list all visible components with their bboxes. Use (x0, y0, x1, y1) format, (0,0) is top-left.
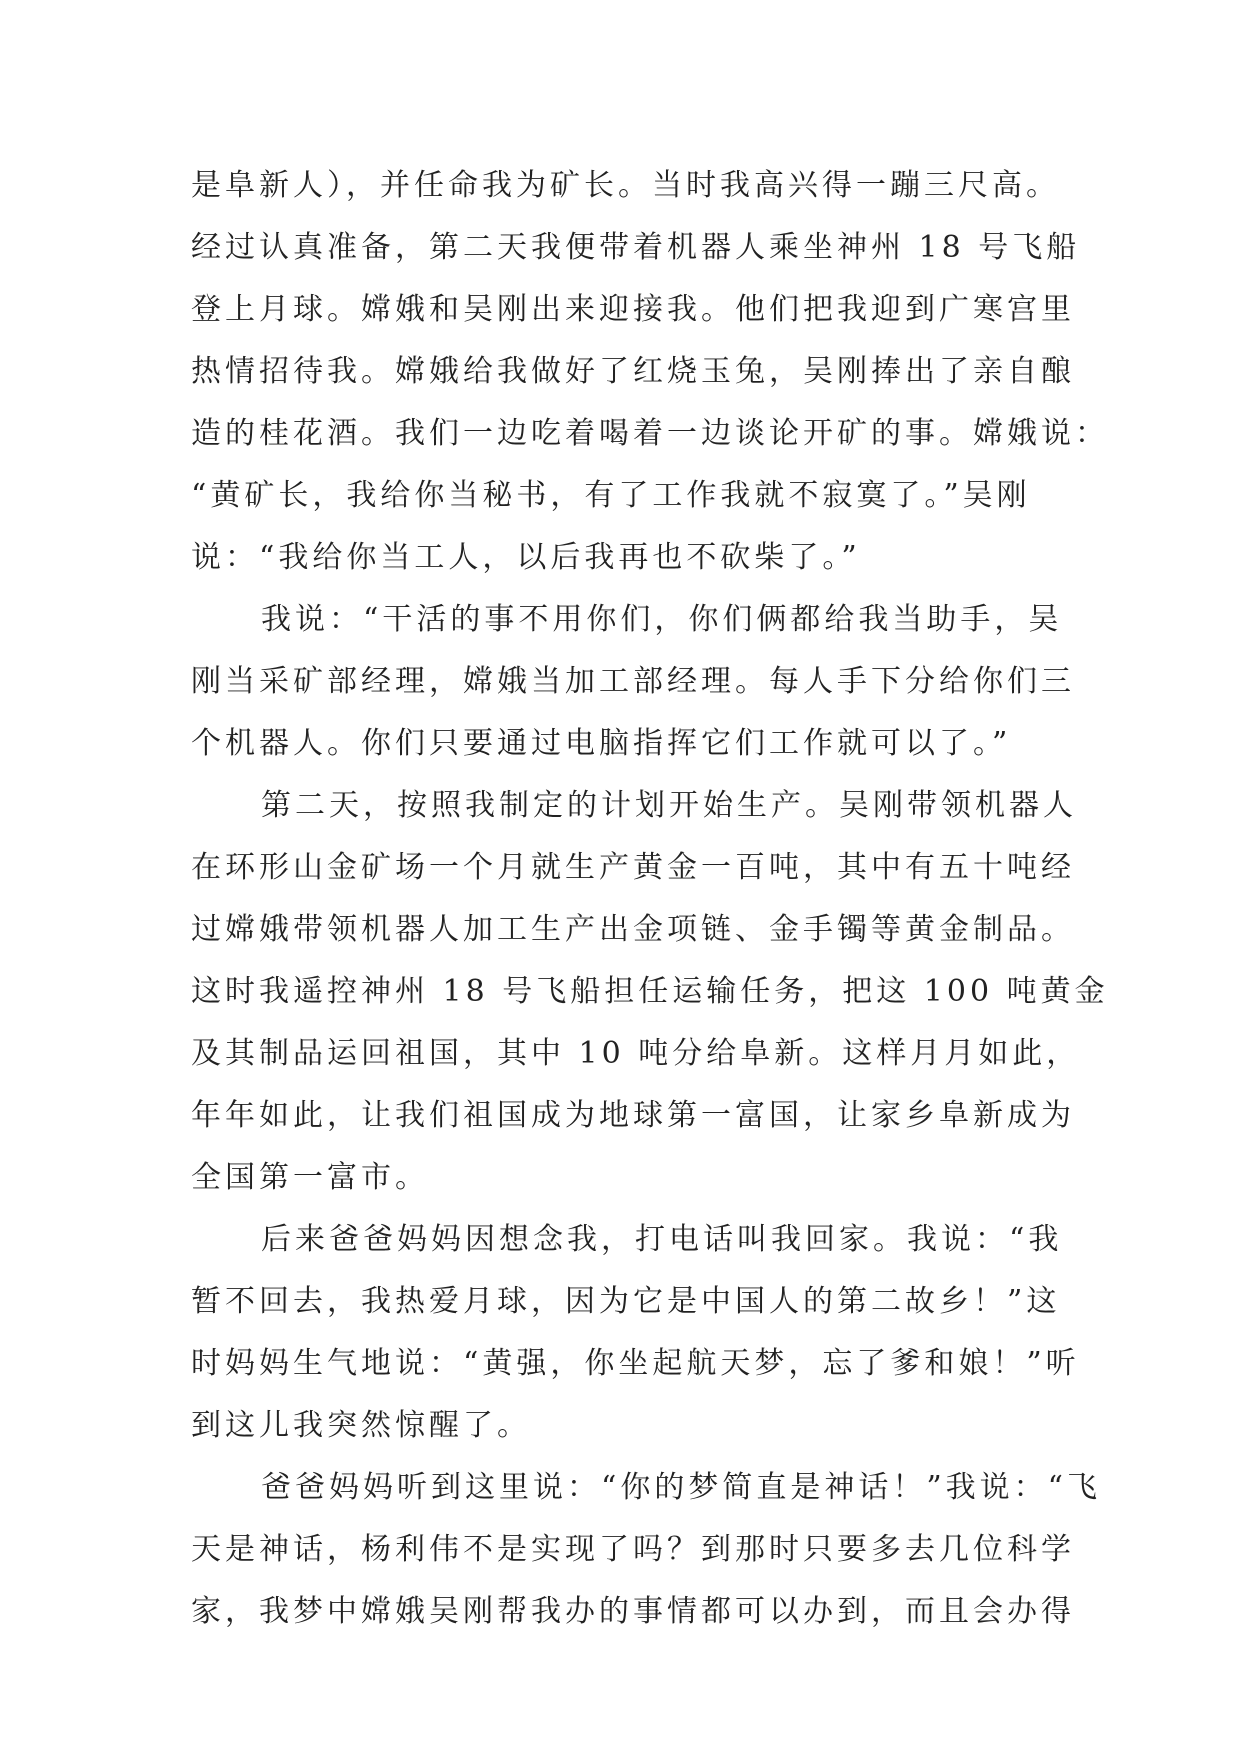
text-line: 到这儿我突然惊醒了。 (191, 1408, 531, 1443)
document-body (191, 155, 1109, 1643)
text-line: 刚当采矿部经理，嫦娥当加工部经理。每人手下分给你们三 (191, 664, 1075, 699)
text-line: 登上月球。嫦娥和吴刚出来迎接我。他们把我迎到广寒宫里 (191, 292, 1075, 327)
text-line: 过嫦娥带领机器人加工生产出金项链、金手镯等黄金制品。 (191, 912, 1075, 947)
paragraph-first-line: 爸爸妈妈听到这里说：“你的梦简直是神话！”我说：“飞 (261, 1470, 1102, 1505)
text-line: 年年如此，让我们祖国成为地球第一富国，让家乡阜新成为 (191, 1098, 1075, 1133)
text-line: 家，我梦中嫦娥吴刚帮我办的事情都可以办到，而且会办得 (191, 1594, 1075, 1629)
text-line: 个机器人。你们只要通过电脑指挥它们工作就可以了。” (191, 726, 1012, 761)
text-line: 造的桂花酒。我们一边吃着喝着一边谈论开矿的事。嫦娥说： (191, 416, 1109, 451)
text-line: 说：“我给你当工人，以后我再也不砍柴了。” (191, 540, 861, 575)
text-line: 及其制品运回祖国，其中 10 吨分给阜新。这样月月如此， (191, 1036, 1081, 1071)
text-line: “黄矿长，我给你当秘书，有了工作我就不寂寞了。”吴刚 (191, 478, 1031, 513)
text-line: 在环形山金矿场一个月就生产黄金一百吨，其中有五十吨经 (191, 850, 1075, 885)
text-line: 热情招待我。嫦娥给我做好了红烧玉兔，吴刚捧出了亲自酿 (191, 354, 1075, 389)
text-line: 是阜新人），并任命我为矿长。当时我高兴得一蹦三尺高。 (191, 168, 1060, 203)
text-line: 时妈妈生气地说：“黄强，你坐起航天梦，忘了爹和娘！”听 (191, 1346, 1080, 1381)
text-line: 全国第一富市。 (191, 1160, 429, 1195)
text-line: 经过认真准备，第二天我便带着机器人乘坐神州 18 号飞船 (191, 230, 1081, 265)
paragraph-first-line: 后来爸爸妈妈因想念我，打电话叫我回家。我说：“我 (261, 1222, 1063, 1257)
text-line: 暂不回去，我热爱月球，因为它是中国人的第二故乡！”这 (191, 1284, 1061, 1319)
text-line: 这时我遥控神州 18 号飞船担任运输任务，把这 100 吨黄金 (191, 974, 1109, 1009)
paragraph-first-line: 第二天，按照我制定的计划开始生产。吴刚带领机器人 (261, 788, 1077, 823)
text-line: 天是神话，杨利伟不是实现了吗？到那时只要多去几位科学 (191, 1532, 1075, 1567)
paragraph-first-line: 我说：“干活的事不用你们，你们俩都给我当助手，吴 (261, 602, 1063, 637)
